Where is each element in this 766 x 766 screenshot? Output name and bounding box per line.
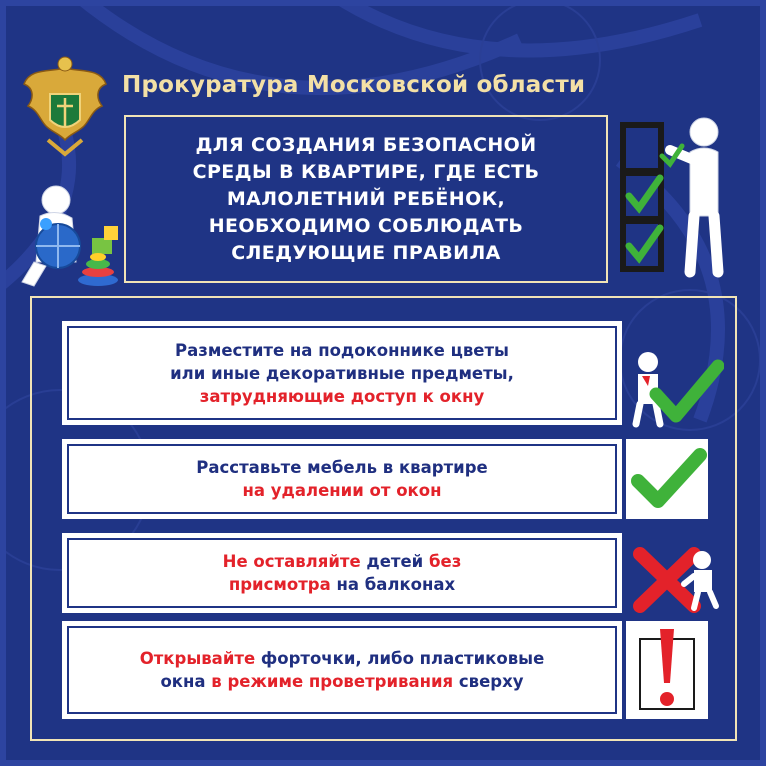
check-icon [626,439,708,519]
prosecutor-emblem-icon [20,54,110,158]
checklist-figure-icon [614,112,730,282]
intro-line: ДЛЯ СОЗДАНИЯ БЕЗОПАСНОЙ [195,133,537,156]
intro-line: СРЕДЫ В КВАРТИРЕ, ГДЕ ЕСТЬ [192,160,540,183]
rule-line [140,647,545,670]
rule-line [160,670,523,693]
icon-box [626,621,708,719]
rule-text-block [67,444,617,514]
rule-text-block [67,326,617,420]
rule-card-2 [62,439,622,519]
rule-text-red: Не оставляйте [222,552,361,571]
org-title: Прокуратура Московской области [122,72,586,98]
intro-line: МАЛОЛЕТНИЙ РЕБЁНОК, [226,187,506,210]
intro-line: СЛЕДУЮЩИЕ ПРАВИЛА [231,241,501,264]
rule-text-red: присмотра [228,575,331,594]
rule-card-3 [62,533,622,613]
rule-line: Разместите на подоконнике цветы [175,340,509,360]
person-cross-icon [632,540,722,614]
rule-line: Расставьте мебель в квартире [196,458,488,477]
rule-text-blue: окна [160,672,212,691]
rule-text-red: Открывайте [139,649,256,668]
rule-text-red: в режиме проветривания [211,672,454,691]
rule-text-blue: детей [360,552,429,571]
rule-line [223,550,462,573]
rule-text-blue: форточки, либо пластиковые [255,649,545,668]
rule-line-highlight: затрудняющие доступ к окну [199,386,485,406]
rule-text-red: без [429,552,462,571]
rule-line [229,573,455,596]
rule-card-1 [62,321,622,425]
rule-line: или иные декоративные предметы, [170,363,514,383]
rule-text-block [67,538,617,608]
rule-text-block [67,626,617,714]
intro-line: НЕОБХОДИМО СОБЛЮДАТЬ [208,214,524,237]
child-figure-icon [12,182,124,294]
rule-card-4 [62,621,622,719]
exclamation-icon [626,621,708,719]
rule-text-blue: сверху [453,672,524,691]
rule-line-highlight: на удалении от окон [242,481,442,500]
intro-box [124,115,608,283]
rule-text-blue: на балконах [330,575,456,594]
icon-box [626,439,708,519]
person-check-icon [626,342,724,430]
